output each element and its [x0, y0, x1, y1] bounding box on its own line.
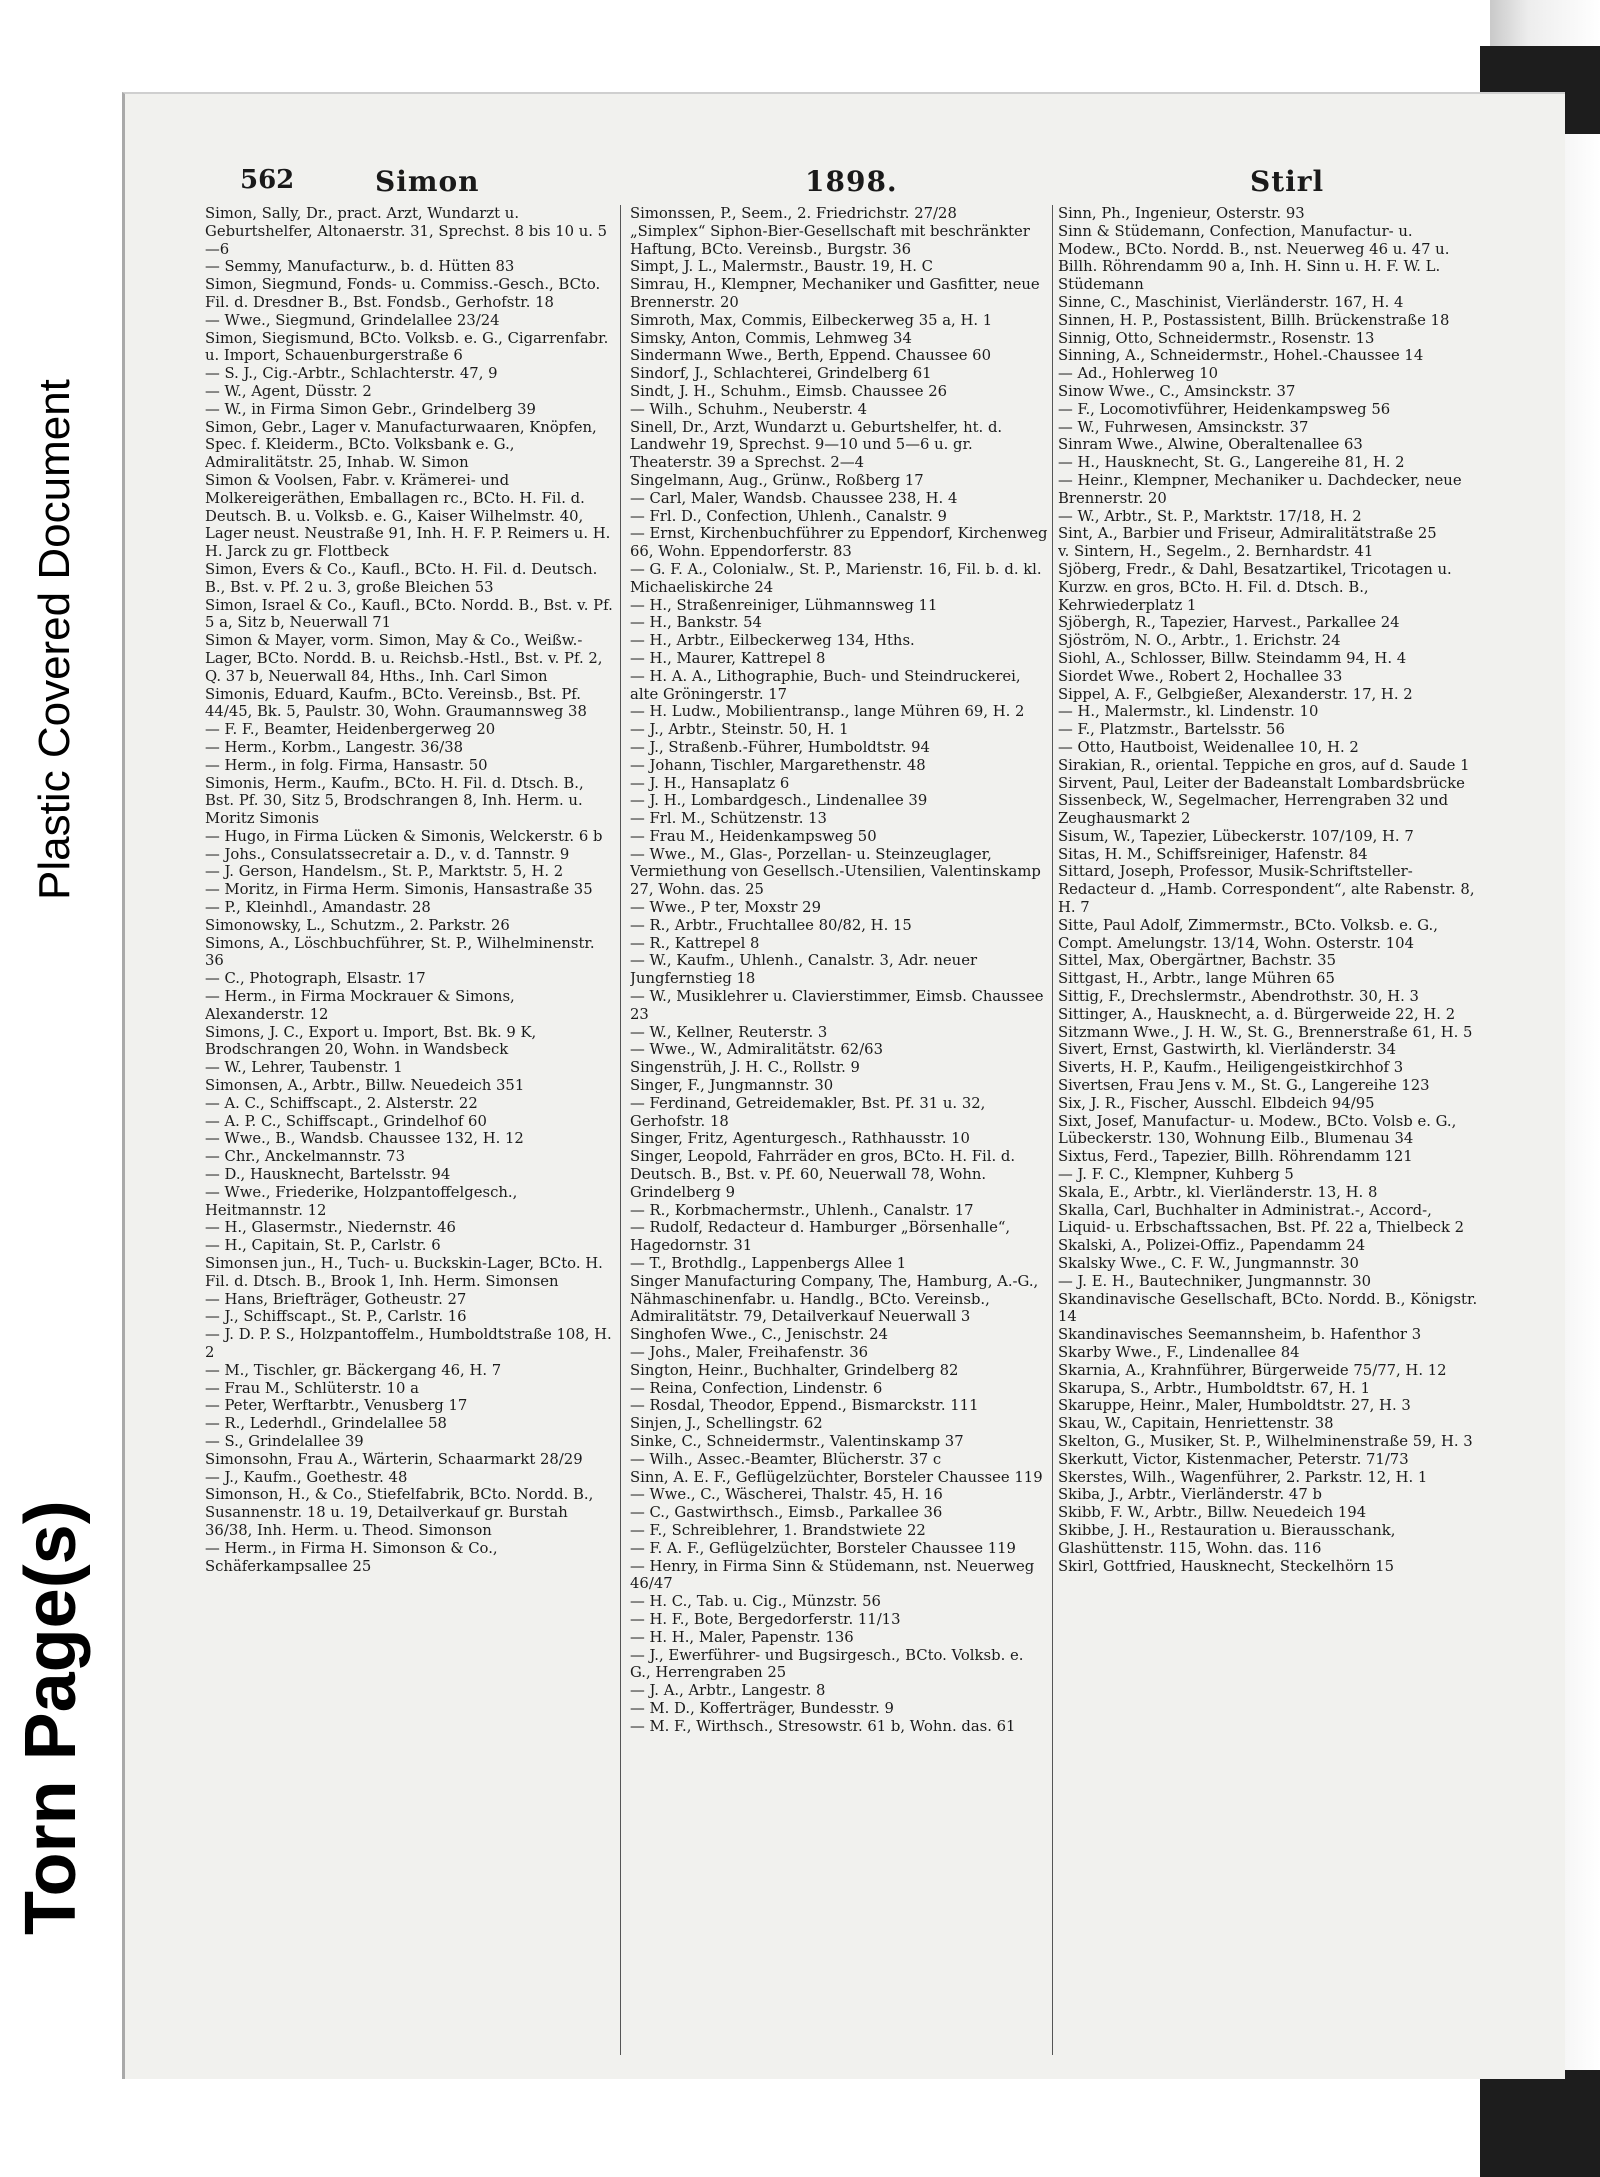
directory-entry: Simons, A., Löschbuchführer, St. P., Wilhelminenstr. 36	[205, 934, 595, 970]
directory-entry: — J. E. H., Bautechniker, Jungmannstr. 30	[1058, 1272, 1372, 1290]
directory-entry: — H. Ludw., Mobilientransp., lange Mühren 69, H. 2	[630, 703, 1025, 721]
directory-entry: — C., Photograph, Elsastr. 17	[205, 970, 426, 988]
directory-entry: — Moritz, in Firma Herm. Simonis, Hansastraße 35	[205, 881, 593, 899]
directory-entry: — A. C., Schiffscapt., 2. Alsterstr. 22	[205, 1094, 478, 1112]
directory-entry: — R., Korbmachermstr., Uhlenh., Canalstr. 17	[630, 1201, 974, 1219]
directory-entry: — J. H., Lombardgesch., Lindenallee 39	[630, 792, 928, 810]
directory-entry: Sinram Wwe., Alwine, Oberaltenallee 63	[1058, 436, 1363, 454]
directory-entry: — Wwe., W., Admiralitätstr. 62/63	[630, 1041, 884, 1059]
directory-entry: — Reina, Confection, Lindenstr. 6	[630, 1379, 883, 1397]
directory-entry: Sinn & Stüdemann, Confection, Manufactur- u. Modew., BCto. Nordd. B., nst. Neuerweg 46 u. 47 u. Billh. Röhrendamm 90 a, Inh. H. Sinn u. H. F. W. L. Stüdemann	[1058, 222, 1450, 294]
directory-entry: Sinnen, H. P., Postassistent, Billh. Brückenstraße 18	[1058, 311, 1450, 329]
directory-entry: Singer, F., Jungmannstr. 30	[630, 1077, 834, 1095]
directory-entry: Sindermann Wwe., Berth, Eppend. Chaussee 60	[630, 347, 991, 365]
directory-entry: — Herm., in folg. Firma, Hansastr. 50	[205, 756, 488, 774]
directory-entry: Skandinavische Gesellschaft, BCto. Nordd. B., Königstr. 14	[1058, 1290, 1478, 1326]
directory-column-2	[630, 205, 1048, 2060]
directory-entry: — A. P. C., Schiffscapt., Grindelhof 60	[205, 1112, 487, 1130]
directory-entry: — J. F. C., Klempner, Kuhberg 5	[1058, 1166, 1294, 1184]
directory-entry: — Heinr., Klempner, Mechaniker u. Dachdecker, neue Brennerstr. 20	[1058, 471, 1462, 507]
directory-entry: — G. F. A., Colonialw., St. P., Marienstr. 16, Fil. b. d. kl. Michaeliskirche 24	[630, 560, 1042, 596]
directory-entry: Sinnig, Otto, Schneidermstr., Rosenstr. 13	[1058, 329, 1375, 347]
directory-entry: Skibbe, J. H., Restauration u. Bierausschank, Glashüttenstr. 115, Wohn. das. 116	[1058, 1521, 1396, 1557]
directory-entry: Sinn, A. E. F., Geflügelzüchter, Borsteler Chaussee 119	[630, 1468, 1043, 1486]
directory-entry: Sinjen, J., Schellingstr. 62	[630, 1415, 823, 1433]
directory-entry: Simonis, Eduard, Kaufm., BCto. Vereinsb., Bst. Pf. 44/45, Bk. 5, Paulstr. 30, Wohn. Graumannsweg 38	[205, 685, 587, 721]
directory-entry: — Herm., Korbm., Langestr. 36/38	[205, 738, 464, 756]
directory-entry: Six, J. R., Fischer, Ausschl. Elbdeich 94/95	[1058, 1094, 1375, 1112]
directory-entry: — H., Maurer, Kattrepel 8	[630, 649, 826, 667]
directory-entry: — Johs., Consulatssecretair a. D., v. d. Tannstr. 9	[205, 845, 570, 863]
directory-entry: — Frl. M., Schützenstr. 13	[630, 810, 827, 828]
directory-entry: Simrau, H., Klempner, Mechaniker und Gasfitter, neue Brennerstr. 20	[630, 276, 1040, 311]
directory-entry: Sixt, Josef, Manufactur- u. Modew., BCto. Volsb e. G., Lübeckerstr. 130, Wohnung Eilb., Blumenau 34	[1058, 1112, 1457, 1148]
directory-entry: Sittig, F., Drechslermstr., Abendrothstr. 30, H. 3	[1058, 988, 1419, 1006]
directory-column-1	[205, 205, 615, 2060]
directory-entry: — H., Hausknecht, St. G., Langereihe 81, H. 2	[1058, 454, 1405, 472]
directory-entry: — Johann, Tischler, Margarethenstr. 48	[630, 756, 926, 774]
directory-entry: — J., Arbtr., Steinstr. 50, H. 1	[630, 721, 849, 739]
directory-entry: Skerstes, Wilh., Wagenführer, 2. Parkstr. 12, H. 1	[1058, 1468, 1428, 1486]
directory-entry: Simon, Siegismund, BCto. Volksb. e. G., Cigarrenfabr. u. Import, Schauenburgerstraße 6	[205, 329, 609, 365]
directory-entry: „Simplex“ Siphon-Bier-Gesellschaft mit beschränkter Haftung, BCto. Vereinsb., Burgstr. 36	[630, 222, 1030, 258]
directory-entry: — Rudolf, Redacteur d. Hamburger „Börsenhalle“, Hagedornstr. 31	[630, 1219, 1011, 1255]
directory-entry: Sitas, H. M., Schiffsreiniger, Hafenstr. 84	[1058, 845, 1368, 863]
directory-entry: — Wwe., M., Glas-, Porzellan- u. Steinzeuglager, Vermiethung von Gesellsch.-Utensilien, Valentinskamp 27, Wohn. das. 25	[630, 845, 1041, 899]
directory-entry: — Ad., Hohlerweg 10	[1058, 365, 1219, 383]
directory-entry: Siohl, A., Schlosser, Billw. Steindamm 94, H. 4	[1058, 649, 1407, 667]
directory-entry: — H., Capitain, St. P., Carlstr. 6	[205, 1237, 441, 1255]
directory-entry: — H., Arbtr., Eilbeckerweg 134, Hths.	[630, 632, 915, 650]
directory-entry: Sinne, C., Maschinist, Vierländerstr. 167, H. 4	[1058, 293, 1404, 311]
directory-entry: — R., Lederhdl., Grindelallee 58	[205, 1415, 447, 1433]
directory-entry: — Carl, Maler, Wandsb. Chaussee 238, H. 4	[630, 489, 958, 507]
directory-entry: — Ferdinand, Getreidemakler, Bst. Pf. 31 u. 32, Gerhofstr. 18	[630, 1094, 986, 1130]
directory-entry: Sittard, Joseph, Professor, Musik-Schriftsteller-Redacteur d. „Hamb. Correspondent“, alte Rabenstr. 8, H. 7	[1058, 863, 1475, 917]
directory-entry: Skarnia, A., Krahnführer, Bürgerweide 75/77, H. 12	[1058, 1361, 1447, 1379]
directory-entry: — Wilh., Schuhm., Neuberstr. 4	[630, 400, 868, 418]
directory-entry: — H., Bankstr. 54	[630, 614, 762, 632]
directory-entry: Skiba, J., Arbtr., Vierländerstr. 47 b	[1058, 1486, 1322, 1504]
directory-entry: — H. F., Bote, Bergedorferstr. 11/13	[630, 1610, 901, 1628]
column-rule	[1052, 205, 1053, 2055]
directory-entry: — H. H., Maler, Papenstr. 136	[630, 1628, 854, 1646]
directory-column-3	[1058, 205, 1478, 2060]
directory-entry: Sinn, Ph., Ingenieur, Osterstr. 93	[1058, 205, 1305, 222]
directory-entry: — M. F., Wirthsch., Stresowstr. 61 b, Wohn. das. 61	[630, 1717, 1016, 1735]
directory-entry: — Wwe., B., Wandsb. Chaussee 132, H. 12	[205, 1130, 524, 1148]
directory-entry: Simon, Evers & Co., Kaufl., BCto. H. Fil. d. Deutsch. B., Bst. v. Pf. 2 u. 3, große Bleichen 53	[205, 560, 598, 596]
directory-entry: — M., Tischler, gr. Bäckergang 46, H. 7	[205, 1361, 502, 1379]
directory-entry: — S. J., Cig.-Arbtr., Schlachterstr. 47, 9	[205, 365, 498, 383]
directory-entry: — H. A. A., Lithographie, Buch- und Steindruckerei, alte Gröningerstr. 17	[630, 667, 1021, 703]
directory-entry: Skau, W., Capitain, Henriettenstr. 38	[1058, 1415, 1334, 1433]
directory-entry: Simroth, Max, Commis, Eilbeckerweg 35 a, H. 1	[630, 311, 993, 329]
directory-entry: Skarupa, S., Arbtr., Humboldtstr. 67, H. 1	[1058, 1379, 1371, 1397]
directory-entry: Skalski, A., Polizei-Offiz., Papendamm 24	[1058, 1237, 1366, 1255]
directory-entry: — Chr., Anckelmannstr. 73	[205, 1148, 406, 1166]
directory-entry: Siordet Wwe., Robert 2, Hochallee 33	[1058, 667, 1343, 685]
directory-entry: — T., Brothdlg., Lappenbergs Allee 1	[630, 1255, 907, 1273]
directory-entry: Simonson, H., & Co., Stiefelfabrik, BCto. Nordd. B., Susannenstr. 18 u. 19, Detailverkauf gr. Burstah 36/38, Inh. Herm. u. Theod. Simonson	[205, 1486, 594, 1539]
directory-entry: Skalsky Wwe., C. F. W., Jungmannstr. 30	[1058, 1255, 1359, 1273]
directory-entry: Sindorf, J., Schlachterei, Grindelberg 61	[630, 365, 932, 383]
directory-entry: — F. A. F., Geflügelzüchter, Borsteler Chaussee 119	[630, 1539, 1016, 1557]
directory-entry: — Hugo, in Firma Lücken & Simonis, Welckerstr. 6 b	[205, 827, 603, 845]
directory-entry: Sittinger, A., Hausknecht, a. d. Bürgerweide 22, H. 2	[1058, 1005, 1456, 1023]
directory-entry: — W., Musiklehrer u. Clavierstimmer, Eimsb. Chaussee 23	[630, 988, 1044, 1023]
directory-entry: Sirvent, Paul, Leiter der Badeanstalt Lombardsbrücke	[1058, 774, 1465, 792]
plastic-covered-label: Plastic Covered Document	[30, 379, 79, 900]
directory-entry: — Semmy, Manufacturw., b. d. Hütten 83	[205, 258, 515, 276]
directory-entry: — J. Gerson, Handelsm., St. P., Marktstr. 5, H. 2	[205, 863, 564, 881]
directory-entry: — Johs., Maler, Freihafenstr. 36	[630, 1344, 869, 1361]
directory-entry: Siverts, H. P., Kaufm., Heiligengeistkirchhof 3	[1058, 1059, 1404, 1077]
directory-entry: — S., Grindelallee 39	[205, 1432, 364, 1450]
torn-pages-label: Torn Page(s)	[11, 1500, 91, 1935]
directory-entry: Simon & Voolsen, Fabr. v. Krämerei- und Molkereigeräthen, Emballagen rc., BCto. H. Fil. d. Deutsch. B. u. Volksb. e. G., Kaiser Wilhelmstr. 40, Lager neust. Neustraße 91, Inh. H. F. P. Reimers u. H. H. Jarck zu gr. Flottbeck	[205, 471, 611, 561]
directory-entry: Sixtus, Ferd., Tapezier, Billh. Röhrendamm 121	[1058, 1148, 1413, 1166]
directory-entry: — P., Kleinhdl., Amandastr. 28	[205, 899, 431, 917]
directory-entry: — R., Kattrepel 8	[630, 934, 760, 952]
directory-entry: Simon, Sally, Dr., pract. Arzt, Wundarzt u. Geburtshelfer, Altonaerstr. 31, Sprechst. 8 bis 10 u. 5—6	[205, 205, 608, 258]
directory-entry: Simons, J. C., Export u. Import, Bst. Bk. 9 K, Brodschrangen 20, Wohn. in Wandsbeck	[205, 1023, 537, 1059]
directory-entry: — J., Schiffscapt., St. P., Carlstr. 16	[205, 1308, 467, 1326]
directory-entry: — H., Glasermstr., Niedernstr. 46	[205, 1219, 456, 1237]
directory-entry: Sivert, Ernst, Gastwirth, kl. Vierländerstr. 34	[1058, 1041, 1397, 1059]
directory-entry: Sissenbeck, W., Segelmacher, Herrengraben 32 und Zeughausmarkt 2	[1058, 792, 1449, 828]
directory-entry: Sitzmann Wwe., J. H. W., St. G., Brennerstraße 61, H. 5	[1058, 1023, 1473, 1041]
directory-entry: — W., Fuhrwesen, Amsinckstr. 37	[1058, 418, 1309, 436]
directory-entry: Singelmann, Aug., Grünw., Roßberg 17	[630, 471, 924, 489]
directory-entry: Singer Manufacturing Company, The, Hamburg, A.-G., Nähmaschinenfabr. u. Handlg., BCto. Vereinsb., Admiralitätstr. 79, Detailverkauf Neuerwall 3	[630, 1272, 1039, 1326]
directory-entry: Sint, A., Barbier und Friseur, Admiralitätstraße 25	[1058, 525, 1437, 543]
directory-entry: — H., Malermstr., kl. Lindenstr. 10	[1058, 703, 1319, 721]
directory-entry: — Herm., in Firma H. Simonson & Co., Schäferkampsallee 25	[205, 1539, 498, 1575]
directory-entry: Simon, Siegmund, Fonds- u. Commiss.-Gesch., BCto. Fil. d. Dresdner B., Bst. Fondsb., Gerhofstr. 18	[205, 276, 601, 311]
directory-entry: — R., Arbtr., Fruchtallee 80/82, H. 15	[630, 916, 912, 934]
directory-entry: v. Sintern, H., Segelm., 2. Bernhardstr. 41	[1058, 543, 1374, 561]
running-head-year: 1898.	[805, 165, 898, 198]
directory-entry: — J. H., Hansaplatz 6	[630, 774, 790, 792]
directory-entry: Sirakian, R., oriental. Teppiche en gros, auf d. Saude 1	[1058, 756, 1470, 774]
directory-entry: Sinning, A., Schneidermstr., Hohel.-Chaussee 14	[1058, 347, 1424, 365]
directory-entry: Skaruppe, Heinr., Maler, Humboldtstr. 27, H. 3	[1058, 1397, 1411, 1415]
directory-entry: — Peter, Werftarbtr., Venusberg 17	[205, 1397, 468, 1415]
directory-entry: Simsky, Anton, Commis, Lehmweg 34	[630, 329, 912, 347]
directory-entry: Skerkutt, Victor, Kistenmacher, Peterstr. 71/73	[1058, 1450, 1409, 1468]
directory-entry: Sitte, Paul Adolf, Zimmermstr., BCto. Volksb. e. G., Compt. Amelungstr. 13/14, Wohn. Osterstr. 104	[1058, 916, 1438, 952]
directory-entry: — H., Straßenreiniger, Lühmannsweg 11	[630, 596, 938, 614]
directory-entry: Sjöbergh, R., Tapezier, Harvest., Parkallee 24	[1058, 614, 1400, 632]
directory-entry: Skala, E., Arbtr., kl. Vierländerstr. 13, H. 8	[1058, 1183, 1378, 1201]
binding-tab-bottom	[1480, 2070, 1600, 2177]
directory-entry: Simon, Gebr., Lager v. Manufacturwaaren, Knöpfen, Spec. f. Kleiderm., BCto. Volksbank e. G., Admiralitätstr. 25, Inhab. W. Simon	[205, 418, 597, 472]
directory-entry: Singer, Leopold, Fahrräder en gros, BCto. H. Fil. d. Deutsch. B., Bst. v. Pf. 60, Neuerwall 78, Wohn. Grindelberg 9	[630, 1148, 1016, 1201]
directory-entry: — W., Kellner, Reuterstr. 3	[630, 1023, 828, 1041]
directory-entry: — J. D. P. S., Holzpantoffelm., Humboldtstraße 108, H. 2	[205, 1326, 612, 1361]
directory-entry: — W., in Firma Simon Gebr., Grindelberg 39	[205, 400, 536, 418]
directory-entry: Singhofen Wwe., C., Jenischstr. 24	[630, 1326, 889, 1344]
directory-entry: Singer, Fritz, Agenturgesch., Rathhausstr. 10	[630, 1130, 970, 1148]
directory-entry: — Otto, Hautboist, Weidenallee 10, H. 2	[1058, 738, 1359, 756]
directory-entry: Skirl, Gottfried, Hausknecht, Steckelhörn 15	[1058, 1557, 1395, 1575]
directory-entry: — M. D., Kofferträger, Bundesstr. 9	[630, 1699, 894, 1717]
directory-entry: — W., Agent, Düsstr. 2	[205, 382, 372, 400]
running-head-left: Simon	[375, 165, 480, 198]
directory-entry: — J. A., Arbtr., Langestr. 8	[630, 1682, 826, 1700]
directory-entry: Sittel, Max, Obergärtner, Bachstr. 35	[1058, 952, 1337, 970]
directory-entry: Singenstrüh, J. H. C., Rollstr. 9	[630, 1059, 860, 1077]
directory-entry: Sjöberg, Fredr., & Dahl, Besatzartikel, Tricotagen u. Kurzw. en gros, BCto. H. Fil. d. Dtsch. B., Kehrwiederplatz 1	[1058, 560, 1452, 614]
directory-entry: — Wwe., P ter, Moxstr 29	[630, 899, 822, 917]
directory-entry: Skalla, Carl, Buchhalter in Administrat.-, Accord-, Liquid- u. Erbschaftssachen, Bst. Pf. 22 a, Thielbeck 2	[1058, 1201, 1465, 1237]
column-rule	[620, 205, 621, 2055]
directory-entry: — Wwe., Friederike, Holzpantoffelgesch., Heitmannstr. 12	[205, 1183, 518, 1219]
directory-entry: Simonsen, A., Arbtr., Billw. Neuedeich 351	[205, 1077, 525, 1095]
directory-entry: — Frau M., Heidenkampsweg 50	[630, 827, 877, 845]
directory-entry: Sivertsen, Frau Jens v. M., St. G., Langereihe 123	[1058, 1077, 1430, 1095]
directory-entry: — F., Schreiblehrer, 1. Brandstwiete 22	[630, 1521, 926, 1539]
directory-entry: — D., Hausknecht, Bartelsstr. 94	[205, 1166, 451, 1184]
directory-entry: — Wilh., Assec.-Beamter, Blücherstr. 37 c	[630, 1450, 942, 1468]
directory-entry: Sittgast, H., Arbtr., lange Mühren 65	[1058, 970, 1335, 988]
directory-entry: Sinow Wwe., C., Amsinckstr. 37	[1058, 382, 1296, 400]
directory-entry: Simonssen, P., Seem., 2. Friedrichstr. 27/28	[630, 205, 957, 222]
directory-entry: — W., Kaufm., Uhlenh., Canalstr. 3, Adr. neuer Jungfernstieg 18	[630, 952, 978, 988]
directory-entry: Simonis, Herm., Kaufm., BCto. H. Fil. d. Dtsch. B., Bst. Pf. 30, Sitz 5, Brodschrangen 8, Inh. Herm. u. Moritz Simonis	[205, 774, 584, 828]
directory-entry: Simon & Mayer, vorm. Simon, May & Co., Weißw.-Lager, BCto. Nordd. B. u. Reichsb.-Hstl., Bst. v. Pf. 2, Q. 37 b, Neuerwall 84, Hths., Inh. Carl Simon	[205, 632, 603, 685]
directory-entry: Sippel, A. F., Gelbgießer, Alexanderstr. 17, H. 2	[1058, 685, 1413, 703]
directory-entry: — Wwe., Siegmund, Grindelallee 23/24	[205, 311, 500, 329]
directory-entry: — J., Kaufm., Goethestr. 48	[205, 1468, 408, 1486]
directory-entry: Sisum, W., Tapezier, Lübeckerstr. 107/109, H. 7	[1058, 827, 1414, 845]
directory-entry: Simonsohn, Frau A., Wärterin, Schaarmarkt 28/29	[205, 1450, 583, 1468]
directory-entry: — Ernst, Kirchenbuchführer zu Eppendorf, Kirchenweg 66, Wohn. Eppendorferstr. 83	[630, 525, 1048, 561]
directory-entry: — Frl. D., Confection, Uhlenh., Canalstr. 9	[630, 507, 947, 525]
directory-entry: Sinke, C., Schneidermstr., Valentinskamp 37	[630, 1432, 964, 1450]
directory-entry: — W., Arbtr., St. P., Marktstr. 17/18, H. 2	[1058, 507, 1362, 525]
directory-entry: — F. F., Beamter, Heidenbergerweg 20	[205, 721, 496, 739]
directory-entry: Simonsen jun., H., Tuch- u. Buckskin-Lager, BCto. H. Fil. d. Dtsch. B., Brook 1, Inh. Herm. Simonsen	[205, 1255, 603, 1290]
directory-entry: — Herm., in Firma Mockrauer & Simons, Alexanderstr. 12	[205, 988, 515, 1023]
directory-entry: Sjöström, N. O., Arbtr., 1. Erichstr. 24	[1058, 632, 1341, 650]
directory-entry: Skelton, G., Musiker, St. P., Wilhelminenstraße 59, H. 3	[1058, 1432, 1473, 1450]
directory-entry: — Rosdal, Theodor, Eppend., Bismarckstr. 111	[630, 1397, 979, 1415]
directory-entry: Skarby Wwe., F., Lindenallee 84	[1058, 1344, 1300, 1361]
directory-entry: — J., Straßenb.-Führer, Humboldtstr. 94	[630, 738, 930, 756]
directory-entry: — W., Lehrer, Taubenstr. 1	[205, 1059, 403, 1077]
directory-entry: — Hans, Briefträger, Gotheustr. 27	[205, 1290, 467, 1308]
directory-entry: Skibb, F. W., Arbtr., Billw. Neuedeich 194	[1058, 1504, 1367, 1522]
directory-entry: — F., Platzmstr., Bartelsstr. 56	[1058, 721, 1285, 739]
directory-entry: — J., Ewerführer- und Bugsirgesch., BCto. Volksb. e. G., Herrengraben 25	[630, 1646, 1024, 1682]
running-head-right: Stirl	[1250, 165, 1325, 198]
directory-entry: — Henry, in Firma Sinn & Stüdemann, nst. Neuerweg 46/47	[630, 1557, 1035, 1593]
directory-entry: — F., Locomotivführer, Heidenkampsweg 56	[1058, 400, 1391, 418]
page-number: 562	[240, 165, 295, 195]
directory-entry: — H. C., Tab. u. Cig., Münzstr. 56	[630, 1593, 881, 1611]
directory-entry: Sington, Heinr., Buchhalter, Grindelberg 82	[630, 1361, 959, 1379]
directory-entry: — Wwe., C., Wäscherei, Thalstr. 45, H. 16	[630, 1486, 943, 1504]
directory-entry: Simonowsky, L., Schutzm., 2. Parkstr. 26	[205, 916, 510, 934]
page-header	[240, 165, 1440, 205]
directory-entry: Sinell, Dr., Arzt, Wundarzt u. Geburtshelfer, ht. d. Landwehr 19, Sprechst. 9—10 und 5—6 u. gr. Theaterstr. 39 a Sprechst. 2—4	[630, 418, 1003, 472]
directory-entry: Skandinavisches Seemannsheim, b. Hafenthor 3	[1058, 1326, 1422, 1344]
directory-entry: Simpt, J. L., Malermstr., Baustr. 19, H. C	[630, 258, 934, 276]
directory-entry: — Frau M., Schlüterstr. 10 a	[205, 1379, 419, 1397]
directory-entry: — C., Gastwirthsch., Eimsb., Parkallee 36	[630, 1504, 943, 1522]
directory-entry: Simon, Israel & Co., Kaufl., BCto. Nordd. B., Bst. v. Pf. 5 a, Sitz b, Neuerwall 71	[205, 596, 613, 632]
directory-entry: Sindt, J. H., Schuhm., Eimsb. Chaussee 26	[630, 382, 948, 400]
